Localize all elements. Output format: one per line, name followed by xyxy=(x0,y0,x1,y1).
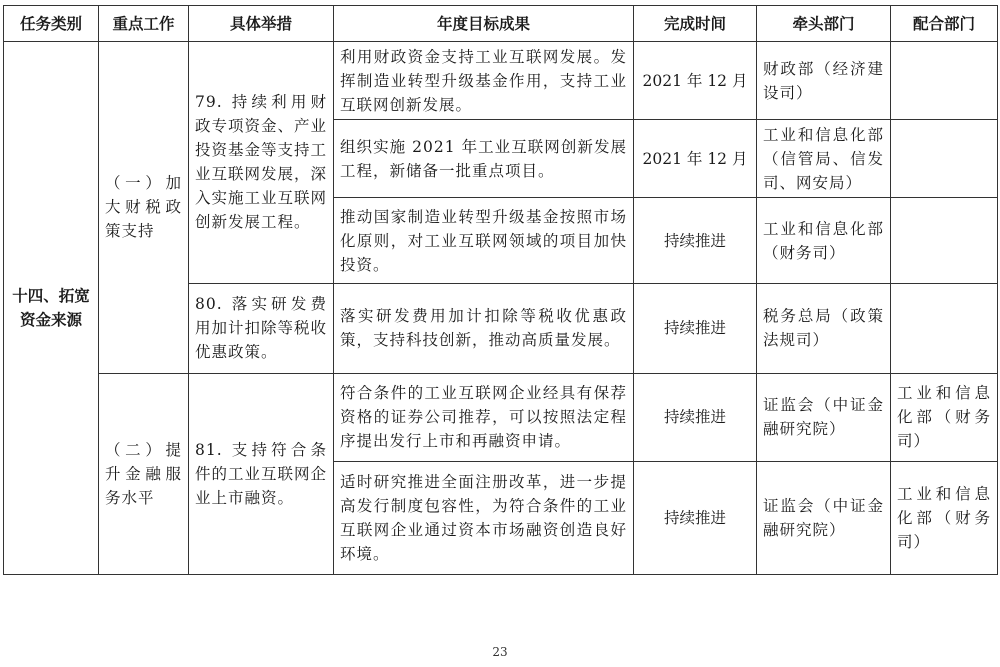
partner-cell xyxy=(891,283,998,373)
header-lead: 牵头部门 xyxy=(757,6,891,42)
header-partner: 配合部门 xyxy=(891,6,998,42)
measure-cell: 81. 支持符合条件的工业互联网企业上市融资。 xyxy=(189,373,334,574)
measure-cell: 80. 落实研发费用加计扣除等税收优惠政策。 xyxy=(189,283,334,373)
category-cell: 十四、拓宽资金来源 xyxy=(4,42,99,575)
focus-cell: （一）加大财税政策支持 xyxy=(99,42,189,374)
lead-cell: 工业和信息化部（财务司） xyxy=(757,198,891,284)
measure-cell: 79. 持续利用财政专项资金、产业投资基金等支持工业互联网发展，深入实施工业互联网创新发展工程。 xyxy=(189,42,334,284)
partner-cell: 工业和信息化部（财务司） xyxy=(891,373,998,461)
lead-cell: 税务总局（政策法规司） xyxy=(757,283,891,373)
header-deadline: 完成时间 xyxy=(634,6,757,42)
lead-cell: 财政部（经济建设司） xyxy=(757,42,891,120)
task-table xyxy=(3,5,998,575)
focus-cell: （二）提升金融服务水平 xyxy=(99,373,189,574)
deadline-cell: 持续推进 xyxy=(634,198,757,284)
goal-cell: 推动国家制造业转型升级基金按照市场化原则，对工业互联网领域的项目加快投资。 xyxy=(334,198,634,284)
goal-cell: 利用财政资金支持工业互联网发展。发挥制造业转型升级基金作用，支持工业互联网创新发展。 xyxy=(334,42,634,120)
header-focus: 重点工作 xyxy=(99,6,189,42)
partner-cell xyxy=(891,42,998,120)
partner-cell xyxy=(891,198,998,284)
deadline-cell: 持续推进 xyxy=(634,461,757,575)
header-goals: 年度目标成果 xyxy=(334,6,634,42)
goal-cell: 适时研究推进全面注册改革，进一步提高发行制度包容性，为符合条件的工业互联网企业通过资本市场融资创造良好环境。 xyxy=(334,461,634,575)
deadline-cell: 2021 年 12 月 xyxy=(634,42,757,120)
goal-cell: 符合条件的工业互联网企业经具有保荐资格的证券公司推荐，可以按照法定程序提出发行上市和再融资申请。 xyxy=(334,373,634,461)
lead-cell: 工业和信息化部（信管局、信发司、网安局） xyxy=(757,120,891,198)
header-row xyxy=(4,6,998,42)
lead-cell: 证监会（中证金融研究院） xyxy=(757,373,891,461)
deadline-cell: 2021 年 12 月 xyxy=(634,120,757,198)
table-row xyxy=(4,42,998,120)
goal-cell: 落实研发费用加计扣除等税收优惠政策，支持科技创新，推动高质量发展。 xyxy=(334,283,634,373)
goal-cell: 组织实施 2021 年工业互联网创新发展工程，新储备一批重点项目。 xyxy=(334,120,634,198)
lead-cell: 证监会（中证金融研究院） xyxy=(757,461,891,575)
page-number: 23 xyxy=(492,645,508,659)
header-measures: 具体举措 xyxy=(189,6,334,42)
partner-cell xyxy=(891,120,998,198)
table-row xyxy=(4,373,998,461)
partner-cell: 工业和信息化部（财务司） xyxy=(891,461,998,575)
deadline-cell: 持续推进 xyxy=(634,373,757,461)
deadline-cell: 持续推进 xyxy=(634,283,757,373)
header-category: 任务类别 xyxy=(4,6,99,42)
